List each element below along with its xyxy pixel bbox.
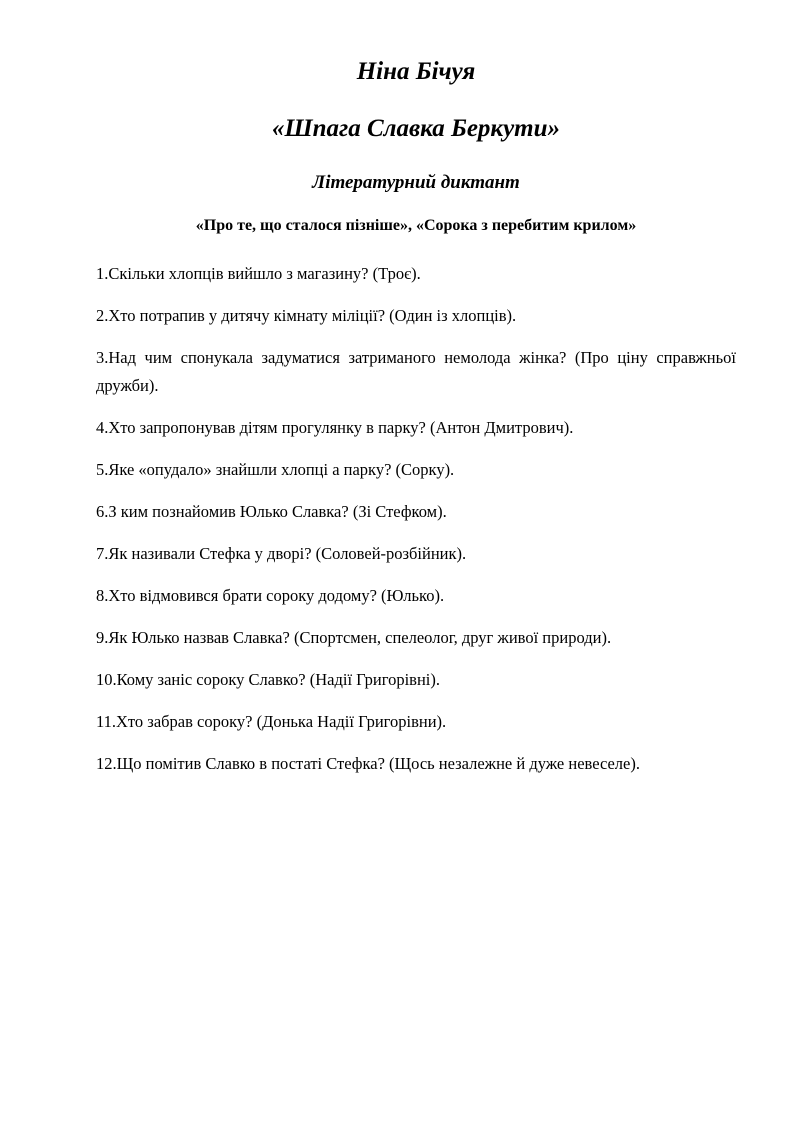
chapter-names: «Про те, що сталося пізніше», «Сорока з перебитим крилом» [195,217,637,234]
question-item: 5.Яке «опудало» знайшли хлопці а парку? (Сорку). [96,460,455,479]
question-item: 3.Над чим спонукала задуматися затриманого немолода жінка? (Про ціну справжньої дружби). [96,348,736,395]
question-item: 9.Як Юлько назвав Славка? (Спортсмен, спелеолог, друг живої природи). [96,628,612,647]
question-item: 7.Як називали Стефка у дворі? (Соловей-розбійник). [96,544,467,563]
question-item: 4.Хто запропонував дітям прогулянку в парку? (Антон Дмитрович). [96,418,574,437]
document-title: «Шпага Славка Беркути» [271,115,561,142]
question-item: 10.Кому заніс сороку Славко? (Надії Григорівні). [96,670,440,689]
document-subtitle: Літературний диктант [312,172,520,193]
author-name: Ніна Бічуя [356,58,476,85]
question-item: 1.Скільки хлопців вийшло з магазину? (Троє). [96,264,421,283]
question-item: 8.Хто відмовився брати сороку додому? (Юлько). [96,586,445,605]
question-item: 12.Що помітив Славко в постаті Стефка? (Щось незалежне й дуже невеселе). [96,754,640,773]
question-list [96,260,736,792]
question-item: 6.З ким познайомив Юлько Славка? (Зі Стефком). [96,502,447,521]
question-item: 11.Хто забрав сороку? (Донька Надії Григорівни). [96,712,447,731]
question-item: 2.Хто потрапив у дитячу кімнату міліції? (Один із хлопців). [96,306,517,325]
